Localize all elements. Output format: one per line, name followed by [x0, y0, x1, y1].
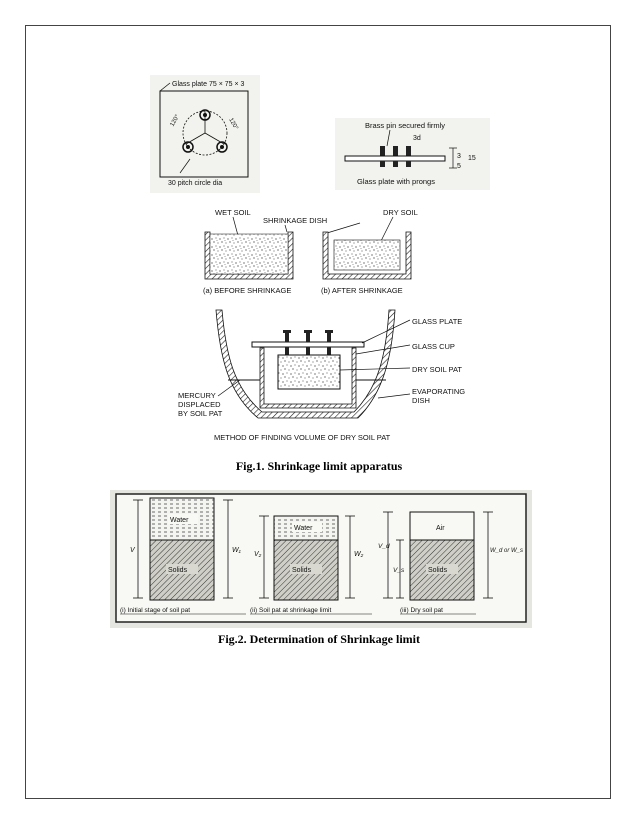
- brass-pin-label: Brass pin secured firmly: [365, 121, 446, 130]
- panel3-caption: (iii) Dry soil pat: [400, 607, 443, 614]
- before-shrinkage-label: (a) BEFORE SHRINKAGE: [203, 286, 292, 295]
- dry-soil-label: DRY SOIL: [383, 208, 418, 217]
- dim-3d-label: 3d: [413, 135, 421, 142]
- panel3-vd-label: V_d: [378, 543, 390, 550]
- dim-5-label: 5: [457, 163, 461, 170]
- panel1-caption: (i) Initial stage of soil pat: [120, 607, 191, 614]
- panel2-w-label: W₂: [354, 551, 364, 558]
- angle-left-label: 120°: [169, 113, 181, 128]
- displaced-label: DISPLACED: [178, 400, 221, 409]
- glass-plate-prongs-label: Glass plate with prongs: [357, 177, 435, 186]
- shrinkage-determination-figure: [110, 490, 532, 628]
- dry-soil-pat-label: DRY SOIL PAT: [412, 365, 463, 374]
- wet-soil-label: WET SOIL: [215, 208, 251, 217]
- fig1-caption: Fig.1. Shrinkage limit apparatus: [235, 459, 403, 473]
- panel2-caption: (ii) Soil pat at shrinkage limit: [250, 607, 332, 614]
- dish-label: DISH: [412, 396, 430, 405]
- shrinkage-dishes-figure: [195, 205, 435, 300]
- after-shrinkage-label: (b) AFTER SHRINKAGE: [321, 286, 403, 295]
- dim-3-label: 3: [457, 153, 461, 160]
- panel1-solids-label: Solids: [168, 567, 188, 574]
- pitch-circle-label: 30 pitch circle dia: [168, 180, 223, 187]
- panel3-vs-label: V_s: [393, 567, 405, 574]
- mercury-label: MERCURY: [178, 391, 216, 400]
- glass-plate-label-2: GLASS PLATE: [412, 317, 463, 326]
- panel2-solids-label: Solids: [292, 567, 312, 574]
- fig2-caption: Fig.2. Determination of Shrinkage limit: [218, 632, 420, 646]
- angle-right-label: 120°: [227, 117, 239, 132]
- panel1-v-label: V: [130, 547, 135, 554]
- panel2-v-label: V₂: [254, 551, 262, 558]
- shrinkage-dish-label: SHRINKAGE DISH: [263, 216, 328, 225]
- panel2-water-label: Water: [294, 525, 313, 532]
- dim-15-label: 15: [468, 155, 476, 162]
- panel1-water-label: Water: [170, 517, 189, 524]
- panel3-solids-label: Solids: [428, 567, 448, 574]
- method-label: METHOD OF FINDING VOLUME OF DRY SOIL PAT: [214, 433, 391, 442]
- glass-plate-side-figure: [335, 118, 490, 190]
- panel3-w-label: W_d or W_s: [490, 548, 524, 554]
- panel3-air-label: Air: [436, 525, 445, 532]
- by-soil-pat-label: BY SOIL PAT: [178, 409, 223, 418]
- evaporating-label: EVAPORATING: [412, 387, 466, 396]
- glass-plate-plan-figure: [150, 75, 260, 193]
- glass-cup-label: GLASS CUP: [412, 342, 455, 351]
- shrinkage-apparatus-figure: [178, 308, 478, 448]
- panel1-w-label: W₁: [232, 547, 241, 554]
- glass-plate-label: Glass plate 75 × 75 × 3: [172, 81, 245, 88]
